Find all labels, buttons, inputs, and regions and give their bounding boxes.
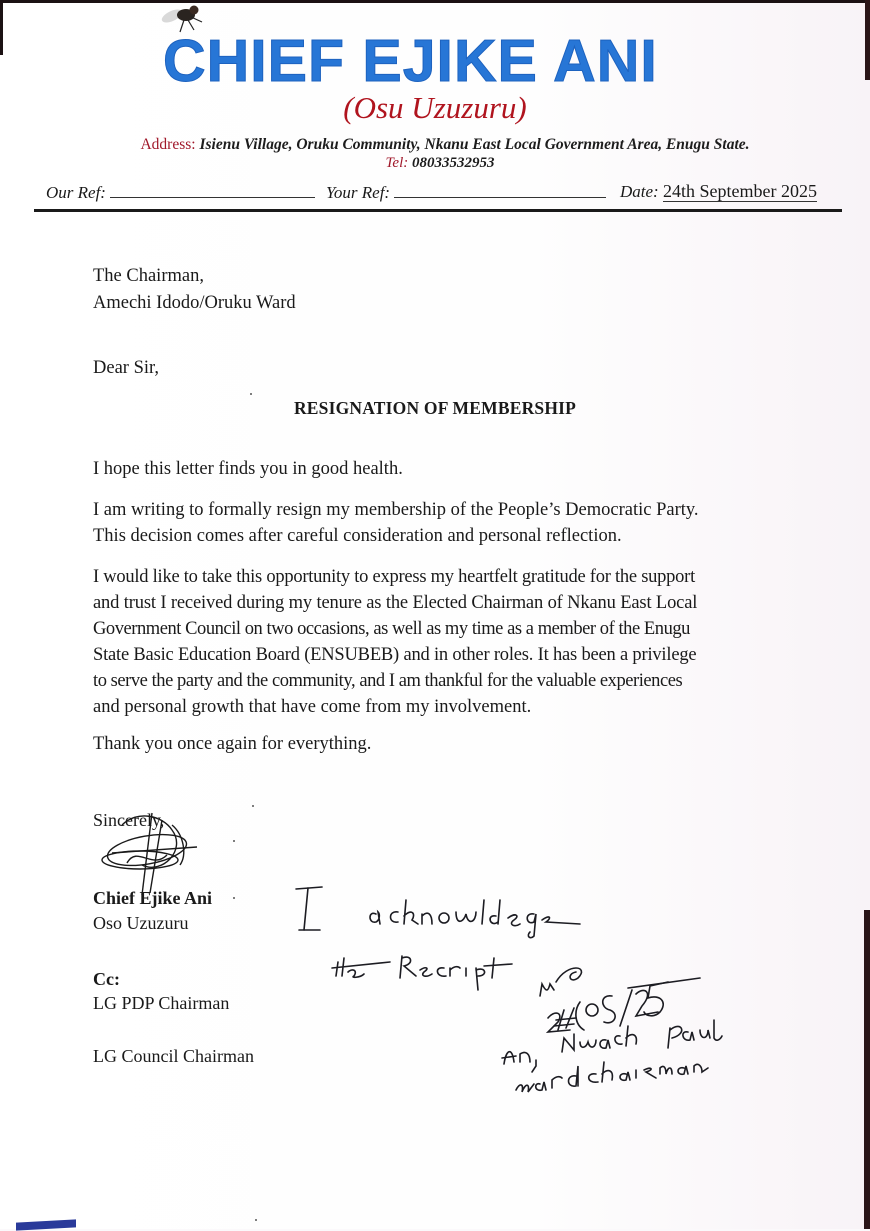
your-ref-label: Your Ref: xyxy=(326,183,391,202)
paper-edge-right-lower xyxy=(864,910,870,1229)
paragraph-3-line-6: and personal growth that have come from my involvement. xyxy=(93,697,532,717)
your-ref-field xyxy=(394,181,606,198)
address-text: Isienu Village, Oruku Community, Nkanu East Local Government Area, Enugu State. xyxy=(199,136,750,153)
speck xyxy=(233,897,235,899)
header-divider xyxy=(34,209,842,212)
cc-label: Cc: xyxy=(93,969,120,989)
paper-edge-left xyxy=(0,0,3,55)
letterhead-tel xyxy=(0,155,870,172)
paragraph-2-line-2: This decision comes after careful consideration and personal reflection. xyxy=(93,526,622,546)
recipient-line-1: The Chairman, xyxy=(93,266,204,286)
signatory-title: Oso Uzuzuru xyxy=(93,913,189,933)
our-ref-label: Our Ref: xyxy=(46,183,106,202)
signatory-name: Chief Ejike Ani xyxy=(93,888,213,908)
handwritten-acknowledgement xyxy=(280,870,730,1110)
paragraph-3-line-4: State Basic Education Board (ENSUBEB) and in other roles. It has been a privilege xyxy=(93,645,697,665)
letterhead-title: (Osu Uzuzuru) xyxy=(343,90,527,125)
salutation: Dear Sir, xyxy=(93,358,160,378)
speck xyxy=(252,805,254,807)
speck xyxy=(233,840,235,842)
address-label: Address: xyxy=(140,136,196,153)
tel-number: 08033532953 xyxy=(412,155,495,171)
recipient-line-2: Amechi Idodo/Oruku Ward xyxy=(93,293,296,313)
tel-label: Tel: xyxy=(385,155,409,171)
paragraph-4: Thank you once again for everything. xyxy=(93,734,372,754)
your-ref xyxy=(326,181,606,203)
subject-heading: RESIGNATION OF MEMBERSHIP xyxy=(293,398,577,418)
paragraph-3-line-3: Government Council on two occasions, as well as my time as a member of the Enugu xyxy=(93,619,690,639)
reference-row xyxy=(46,181,846,205)
letterhead-name: CHIEF EJIKE ANI xyxy=(163,28,658,94)
speck xyxy=(250,393,252,395)
letterhead-address xyxy=(0,136,870,154)
paragraph-3-line-2: and trust I received during my tenure as the Elected Chairman of Nkanu East Local xyxy=(93,593,698,613)
paper-edge-right xyxy=(865,0,870,80)
paragraph-1: I hope this letter finds you in good health. xyxy=(93,459,403,479)
speck xyxy=(255,1219,257,1221)
cc-item: LG PDP Chairman xyxy=(93,993,230,1013)
paragraph-2-line-1: I am writing to formally resign my membership of the People’s Democratic Party. xyxy=(93,500,699,520)
paper-edge-top xyxy=(0,0,870,3)
date xyxy=(620,181,817,202)
sign-off: Sincerely, xyxy=(93,810,165,830)
cc-item: LG Council Chairman xyxy=(93,1046,254,1066)
date-value: 24th September 2025 xyxy=(662,181,817,201)
paragraph-3-line-1: I would like to take this opportunity to express my heartfelt gratitude for the support xyxy=(93,567,695,587)
date-label: Date: xyxy=(620,182,659,201)
our-ref xyxy=(46,181,315,203)
our-ref-field xyxy=(110,181,315,198)
paragraph-3-line-5: to serve the party and the community, and I am thankful for the valuable experiences xyxy=(93,671,683,691)
